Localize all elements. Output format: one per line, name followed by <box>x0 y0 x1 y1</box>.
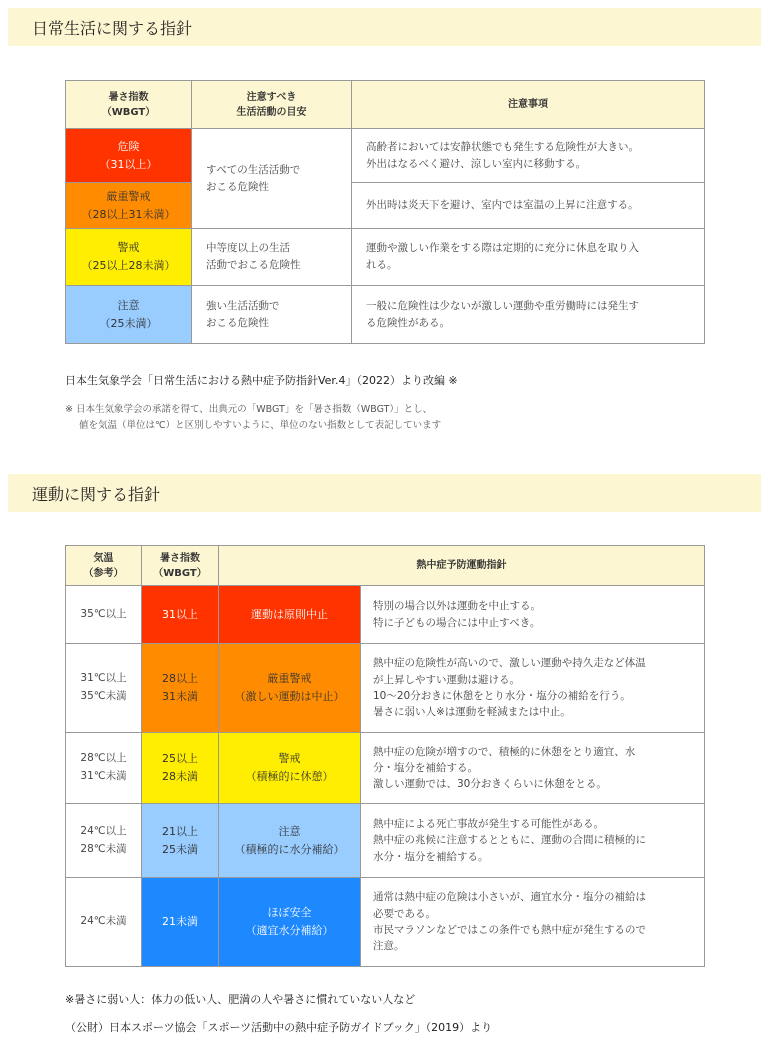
wbgt-cell: 28以上 31未満 <box>142 644 219 733</box>
table-row <box>66 129 705 183</box>
note-warning: 運動や激しい作業をする際は定期的に充分に休息を取り入 れる。 <box>352 229 705 286</box>
exercise-guideline-table <box>65 545 705 967</box>
table-row <box>66 733 705 804</box>
header-wbgt: 暑さ指数 （WBGT） <box>142 546 219 586</box>
level-warning: 警戒 （25以上28未満） <box>66 229 192 286</box>
note-danger: 高齢者においては安静状態でも発生する危険性が大きい。 外出はなるべく避け、涼しい室内に移動する。 <box>352 129 705 183</box>
source-daily: 日本生気象学会「日常生活における熱中症予防指針Ver.4」（2022）より改編 ※ <box>65 374 458 387</box>
wbgt-cell: 25以上 28未満 <box>142 733 219 804</box>
guide-cell: 注意 （積極的に水分補給） <box>219 804 361 878</box>
activity-strong: 強い生活活動で おこる危険性 <box>192 286 352 344</box>
table-row <box>66 183 705 229</box>
section-title-daily: 日常生活に関する指針 <box>8 8 761 46</box>
temp-cell: 31℃以上 35℃未満 <box>66 644 142 733</box>
header-activity: 注意すべき 生活活動の目安 <box>192 81 352 129</box>
note-cell: 熱中症の危険が増すので、積極的に休憩をとり適宜、水 分・塩分を補給する。 激しい運動では、30分おきくらいに休憩をとる。 <box>361 733 705 804</box>
temp-cell: 28℃以上 31℃未満 <box>66 733 142 804</box>
table-row <box>66 644 705 733</box>
header-wbgt: 暑さ指数 （WBGT） <box>66 81 192 129</box>
table-header-row <box>66 546 705 586</box>
header-guide: 熱中症予防運動指針 <box>219 546 705 586</box>
activity-all: すべての生活活動で おこる危険性 <box>192 129 352 229</box>
footnote-line-2: 値を気温（単位は℃）と区別しやすいように、単位のない指数として表記しています <box>79 420 442 432</box>
temp-cell: 24℃未満 <box>66 878 142 967</box>
wbgt-cell: 21未満 <box>142 878 219 967</box>
table-header-row <box>66 81 705 129</box>
section-title-exercise: 運動に関する指針 <box>8 474 761 512</box>
header-temp: 気温 （参考） <box>66 546 142 586</box>
note-cell: 熱中症の危険性が高いので、激しい運動や持久走など体温 が上昇しやすい運動は避ける。 10～20分おきに休憩をとり水分・塩分の補給を行う。 暑さに弱い人※は運動を軽減または中止。 <box>361 644 705 733</box>
source-exercise: （公財）日本スポーツ協会「スポーツ活動中の熱中症予防ガイドブック」（2019）より <box>65 1021 493 1034</box>
wbgt-cell: 31以上 <box>142 586 219 644</box>
footnote-exercise: ※暑さに弱い人：体力の低い人、肥満の人や暑さに慣れていない人など <box>65 993 416 1006</box>
guide-cell: 厳重警戒 （激しい運動は中止） <box>219 644 361 733</box>
level-danger: 危険 （31以上） <box>66 129 192 183</box>
table-row <box>66 586 705 644</box>
footnote-daily <box>65 402 441 434</box>
note-severe: 外出時は炎天下を避け、室内では室温の上昇に注意する。 <box>352 183 705 229</box>
guide-cell: ほぼ安全 （適宜水分補給） <box>219 878 361 967</box>
note-cell: 熱中症による死亡事故が発生する可能性がある。 熱中症の兆候に注意するとともに、運動の合間に積極的に 水分・塩分を補給する。 <box>361 804 705 878</box>
note-caution: 一般に危険性は少ないが激しい運動や重労働時には発生す る危険性がある。 <box>352 286 705 344</box>
guide-cell: 運動は原則中止 <box>219 586 361 644</box>
guide-cell: 警戒 （積極的に休憩） <box>219 733 361 804</box>
table-row <box>66 878 705 967</box>
temp-cell: 24℃以上 28℃未満 <box>66 804 142 878</box>
level-severe: 厳重警戒 （28以上31未満） <box>66 183 192 229</box>
temp-cell: 35℃以上 <box>66 586 142 644</box>
note-cell: 特別の場合以外は運動を中止する。 特に子どもの場合には中止すべき。 <box>361 586 705 644</box>
table-row <box>66 804 705 878</box>
table-row <box>66 286 705 344</box>
note-cell: 通常は熱中症の危険は小さいが、適宜水分・塩分の補給は 必要である。 市民マラソンなどではこの条件でも熱中症が発生するので 注意。 <box>361 878 705 967</box>
header-notes: 注意事項 <box>352 81 705 129</box>
footnote-line-1: ※ 日本生気象学会の承諾を得て、出典元の「WBGT」を「暑さ指数（WBGT）」とし、 <box>65 404 433 415</box>
level-caution: 注意 （25未満） <box>66 286 192 344</box>
table-row <box>66 229 705 286</box>
wbgt-cell: 21以上 25未満 <box>142 804 219 878</box>
activity-moderate: 中等度以上の生活 活動でおこる危険性 <box>192 229 352 286</box>
daily-guideline-table <box>65 80 705 344</box>
